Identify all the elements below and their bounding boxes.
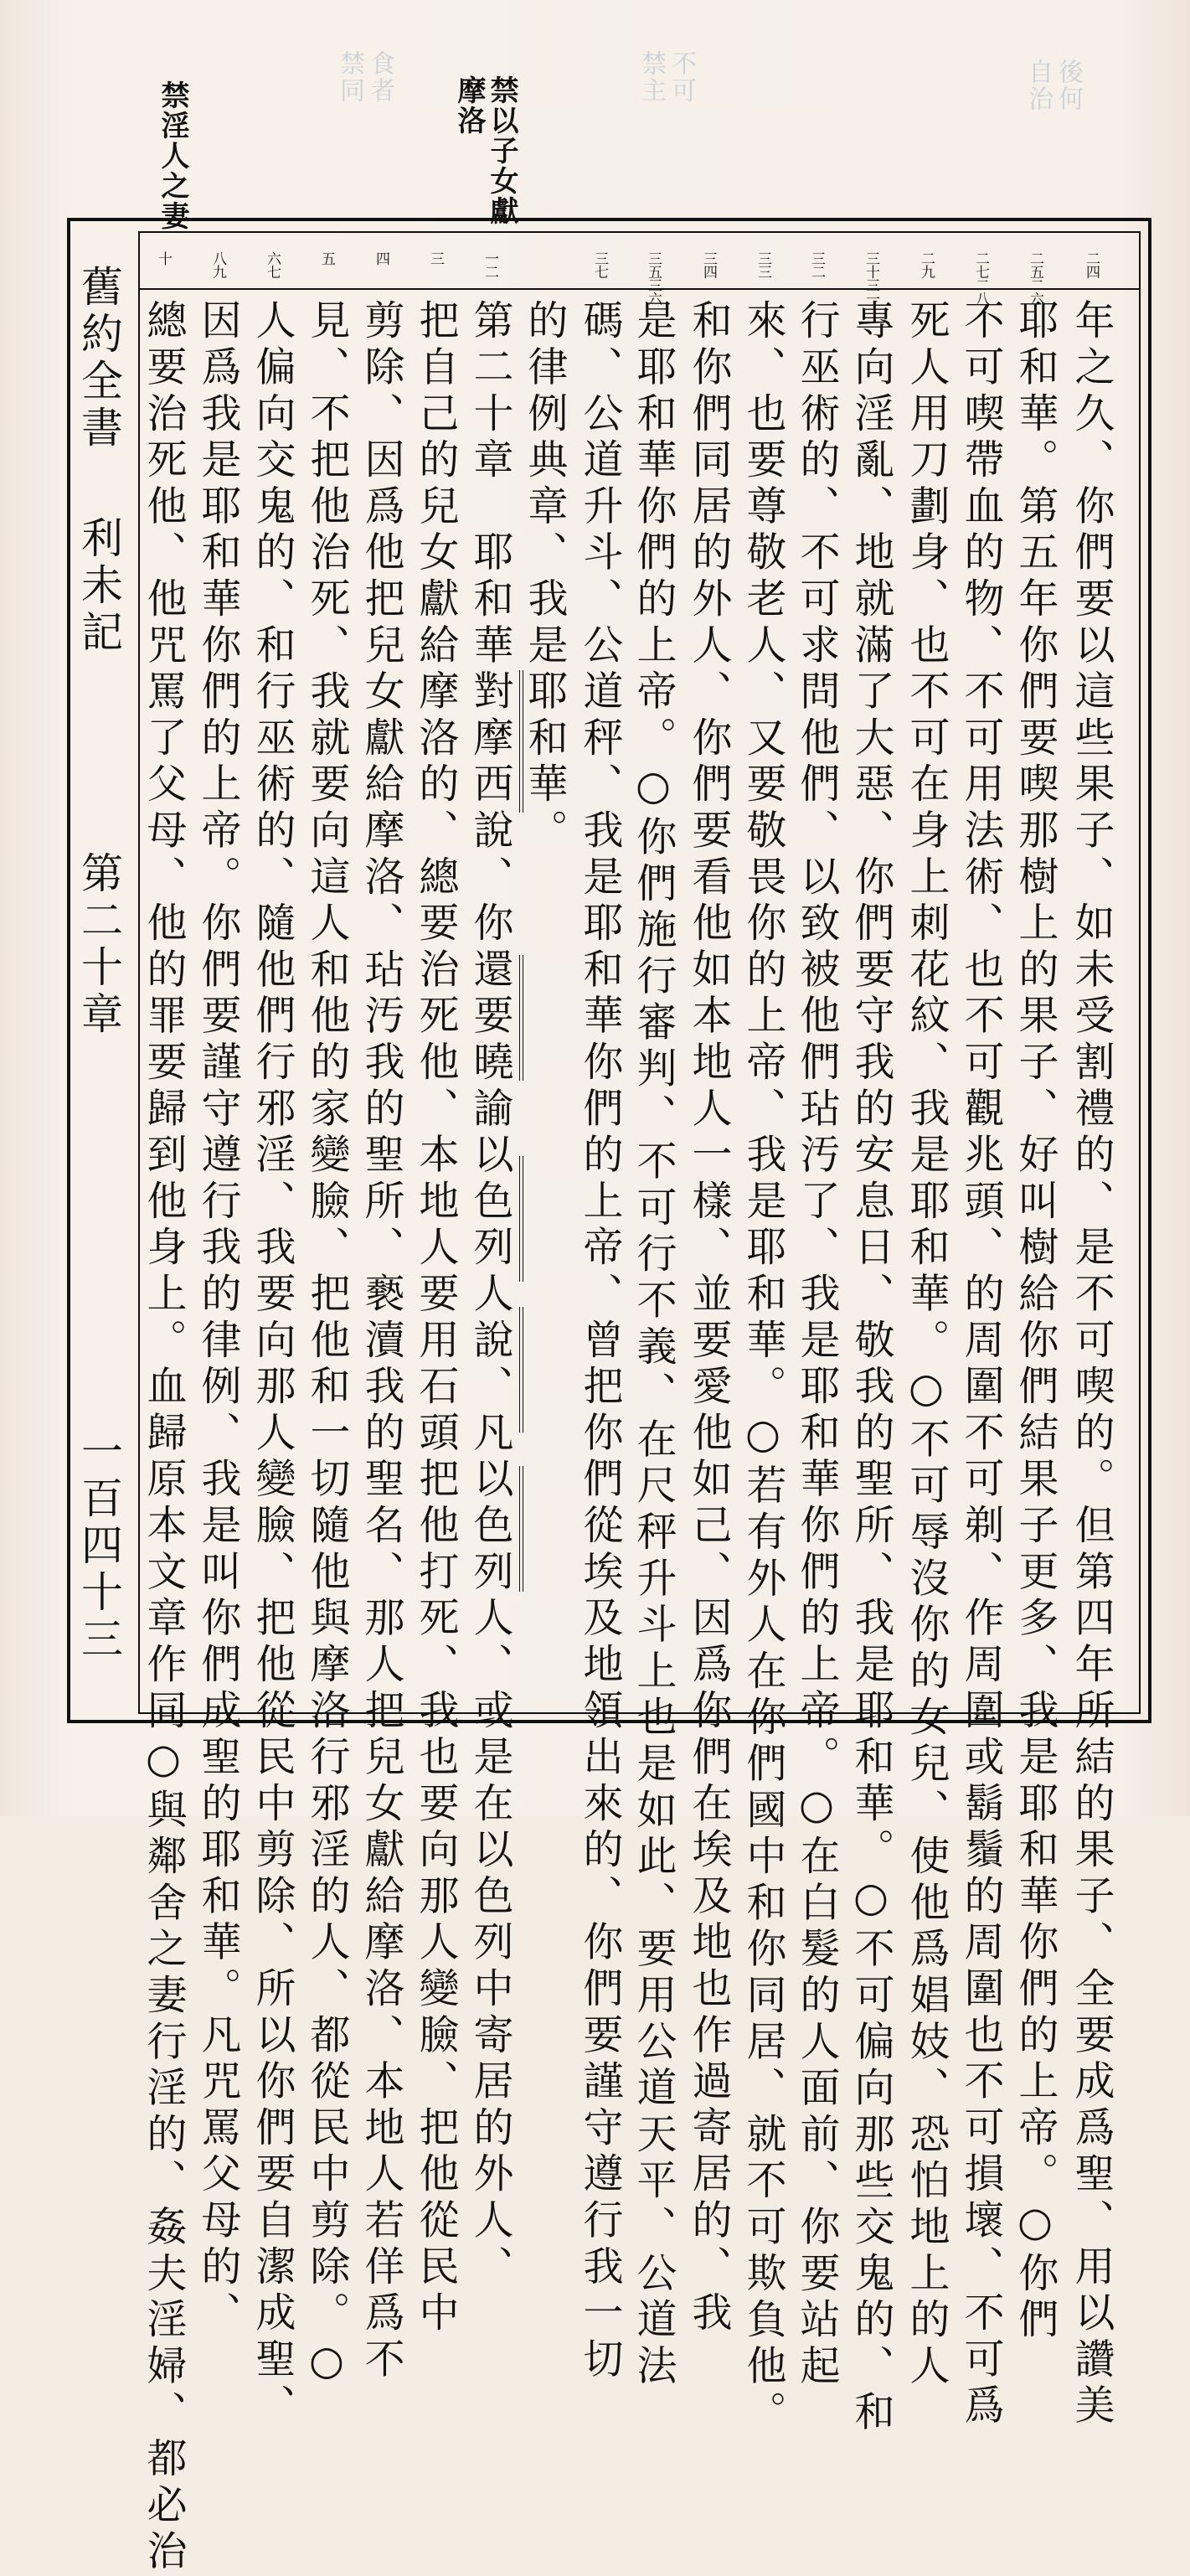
bleed-through-text: 後何 — [1053, 59, 1083, 112]
book-title: 舊約全書 — [75, 265, 123, 452]
text-column chapter-start: 第二十章 耶和華對摩西說、你還要曉諭以色列人說、凡以色列人、或是在以色列中寄居的外人、 — [466, 299, 513, 2291]
text-column: 專向淫亂、地就滿了大惡、你們要守我的安息日、敬我的聖所、我是耶和華。○不可偏向那些交鬼的、和 — [847, 299, 894, 2437]
text-column: 不可喫帶血的物、不可用法術、也不可觀兆頭、的周圍不可剃、作周圍或鬍鬚的周圍也不可損壞、不可爲 — [957, 299, 1004, 2430]
text-column: 碼、公道升斗、公道秤、我是耶和華你們的上帝、曾把你們從埃及地領出來的、你們要謹守遵行我一切 — [576, 299, 623, 2384]
text-column: 耶和華。第五年你們要喫那樹上的果子、好叫樹給你們結果子更多、我是耶和華你們的上帝。○你們 — [1012, 299, 1059, 2345]
text-column: 總要治死他、他咒罵了父母、他的罪要歸到他身上。血歸原本文章作同○與鄰舍之妻行淫的、姦夫淫婦、都必治 — [140, 299, 187, 2576]
text-column: 行巫術的、不可求問他們、以致被他們玷汚了、我是耶和華你們的上帝。○在白髮的人面前、你要站起 — [793, 299, 840, 2391]
margin-note: 禁淫人之妻 — [156, 80, 189, 231]
running-header — [67, 231, 138, 1714]
margin-note: 禁以子女獻 — [485, 75, 518, 226]
verse-number: 三十三一 — [863, 251, 879, 305]
verse-number: 三 — [427, 251, 444, 265]
bleed-through-text: 食者 — [365, 50, 394, 104]
verse-number: 二四 — [1083, 251, 1100, 278]
name-marker-bar — [519, 1156, 523, 1282]
text-column: 見、不把他治死、我就要向這人和他的家變臉、把他和一切隨他與摩洛行邪淫的人、都從民中剪除。○ — [303, 299, 350, 2391]
name-marker-bar — [519, 1466, 523, 1592]
chapter-heading: 第二十章 — [75, 851, 123, 1039]
verse-number: 八九 — [209, 251, 226, 278]
verse-number: 三三 — [755, 251, 771, 278]
verse-number: 三五三六 — [645, 251, 662, 305]
name-marker-bar — [519, 670, 523, 813]
text-column: 人偏向交鬼的、和行巫術的、隨他們行邪淫、我要向那人變臉、把他從民中剪除、所以你們要自潔成聖、 — [249, 299, 296, 2430]
verse-number: 三四 — [700, 251, 717, 278]
verse-number: 二七二八 — [972, 251, 989, 305]
text-column: 的律例典章、我是耶和華。 — [521, 299, 568, 855]
verse-number: 二九 — [918, 251, 935, 278]
text-column: 是耶和華你們的上帝。○你們施行審判、不可行不義、在尺秤升斗上也是如此、要用公道天平、公道法 — [630, 299, 677, 2391]
bleed-through-text: 自治 — [1023, 59, 1053, 112]
verse-number: 三二 — [808, 251, 825, 278]
name-marker-bar — [519, 955, 523, 1081]
page-number: 一百四十三 — [75, 1429, 123, 1664]
verse-number-rule — [138, 288, 1141, 290]
bleed-through-text: 不可 — [667, 50, 696, 104]
verse-number: 三七 — [591, 251, 608, 278]
verse-number: 六七 — [264, 251, 281, 278]
verse-number: 一二 — [482, 251, 498, 278]
margin-note: 摩洛 — [452, 75, 486, 136]
text-column: 剪除、因爲他把兒女獻給摩洛、玷汚我的聖所、褻瀆我的聖名、那人把兒女獻給摩洛、本地人若佯爲不 — [358, 299, 404, 2384]
text-column: 因爲我是耶和華你們的上帝。你們要謹守遵行我的律例、我是叫你們成聖的耶和華。凡咒罵父母的、 — [194, 299, 241, 2338]
verse-number: 五 — [318, 251, 335, 265]
name-marker-bar — [519, 1307, 523, 1433]
verse-number: 四 — [373, 251, 389, 265]
text-column: 死人用刀劃身、也不可在身上刺花紋、我是耶和華。○不可辱沒你的女兒、使他爲娼妓、恐怕地上的人 — [903, 299, 950, 2391]
verse-number: 二五二六 — [1027, 251, 1043, 305]
bleed-through-text: 禁主 — [636, 50, 666, 104]
text-column: 年之久、你們要以這些果子、如未受割禮的、是不可喫的。但第四年所結的果子、全要成爲聖、用以讚美 — [1068, 299, 1115, 2430]
text-column: 把自己的兒女獻給摩洛的、總要治死他、本地人要用石頭把他打死、我也要向那人變臉、把他從民中 — [412, 299, 459, 2338]
bleed-through-text: 禁同 — [335, 50, 364, 104]
text-column: 和你們同居的外人、你們要看他如本地人一樣、並要愛他如己、因爲你們在埃及地也作過寄居的、我 — [685, 299, 732, 2338]
text-column: 來、也要尊敬老人、又要敬畏你的上帝、我是耶和華。○若有外人在你們國中和你同居、就不可欺負他。 — [739, 299, 786, 2437]
verse-number: 十 — [155, 251, 172, 265]
book-name: 利未記 — [75, 516, 123, 657]
